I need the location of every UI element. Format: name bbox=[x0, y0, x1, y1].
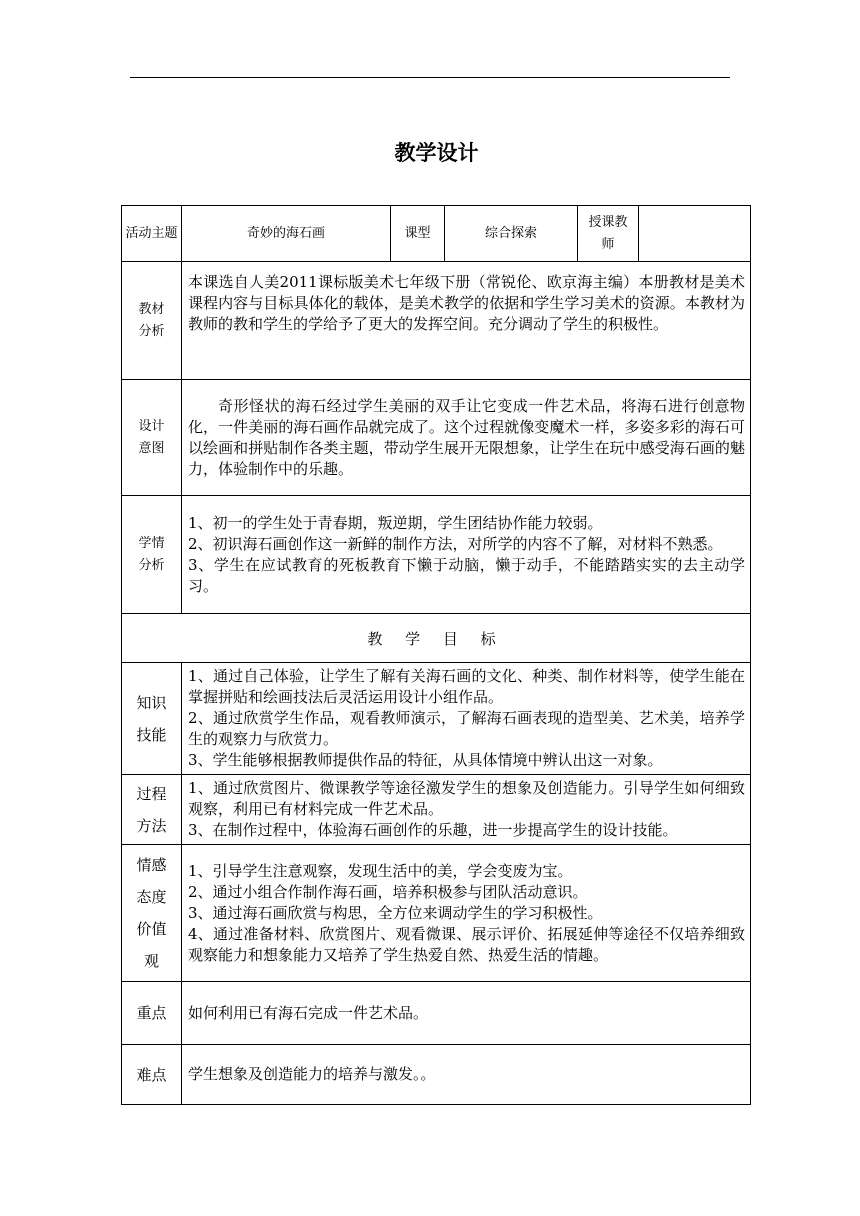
emotion-item: 2、通过小组合作制作海石画，培养积极参与团队活动意识。 bbox=[188, 882, 588, 901]
knowledge-item: 1、通过自己体验，让学生了解有关海石画的文化、种类、制作材料等，使学生能在掌握拼贴和绘画技法后灵活运用设计小组作品。 bbox=[188, 667, 745, 706]
design-text: 奇形怪状的海石经过学生美丽的双手让它变成一件艺术品，将海石进行创意物化，一件美丽的海石画作品就完成了。这个过程就像变魔术一样，多姿多彩的海石可以绘画和拼贴制作各类主题，带动学生展开无限想象，让学生在玩中感受海石画的魅力，体验制作中的乐趣。 bbox=[182, 380, 751, 496]
type-value: 综合探索 bbox=[445, 206, 578, 262]
material-text: 本课选自人美2011课标版美术七年级下册（常锐伦、欧京海主编）本册教材是美术课程内容与目标具体化的载体，是美术教学的依据和学生学习美术的资源。本教材为教师的教和学生的学给予了更大的发挥空间。充分调动了学生的积极性。 bbox=[182, 262, 751, 380]
knowledge-item: 2、通过欣赏学生作品，观看教师演示，了解海石画表现的造型美、艺术美，培养学生的观察力与欣赏力。 bbox=[188, 709, 745, 748]
key-point-row bbox=[122, 982, 751, 1045]
type-label: 课型 bbox=[391, 206, 445, 262]
teacher-value bbox=[639, 206, 751, 262]
key-point-label: 重点 bbox=[122, 982, 182, 1045]
header-rule bbox=[130, 77, 730, 78]
teacher-label: 授课教师 bbox=[578, 206, 639, 262]
design-row bbox=[122, 380, 751, 496]
activity-label: 活动主题 bbox=[122, 206, 182, 262]
learner-text bbox=[182, 496, 751, 614]
learner-row bbox=[122, 496, 751, 614]
learner-item: 3、学生在应试教育的死板教育下懒于动脑，懒于动手，不能踏踏实实的去主动学习。 bbox=[188, 555, 745, 595]
objectives-header-row bbox=[122, 614, 751, 663]
objectives-header: 教 学 目 标 bbox=[122, 614, 751, 663]
difficulty-text: 学生想象及创造能力的培养与激发。。 bbox=[182, 1045, 751, 1105]
knowledge-label: 知识 技能 bbox=[122, 663, 182, 775]
process-row bbox=[122, 775, 751, 845]
document-title: 教学设计 bbox=[394, 141, 479, 165]
emotion-row bbox=[122, 845, 751, 982]
design-label: 设计意图 bbox=[122, 380, 182, 496]
material-label: 教材分析 bbox=[122, 262, 182, 380]
lesson-plan-table bbox=[121, 205, 751, 1105]
process-label: 过程 方法 bbox=[122, 775, 182, 845]
process-item: 3、在制作过程中，体验海石画创作的乐趣，进一步提高学生的设计技能。 bbox=[188, 821, 678, 839]
knowledge-item: 3、学生能够根据教师提供作品的特征，从具体情境中辨认出这一对象。 bbox=[188, 751, 663, 769]
learner-item: 2、初识海石画创作这一新鲜的制作方法，对所学的内容不了解，对材料不熟悉。 bbox=[188, 534, 723, 553]
emotion-text bbox=[182, 845, 751, 982]
activity-value: 奇妙的海石画 bbox=[182, 206, 391, 262]
material-row bbox=[122, 262, 751, 380]
emotion-item: 4、通过准备材料、欣赏图片、观看微课、展示评价、拓展延伸等途径不仅培养细致观察能力和想象能力又培养了学生热爱自然、热爱生活的情趣。 bbox=[188, 924, 745, 964]
emotion-label: 情感 态度 价值 观 bbox=[122, 845, 182, 982]
emotion-item: 1、引导学生注意观察，发现生活中的美，学会变废为宝。 bbox=[188, 861, 573, 880]
difficulty-row bbox=[122, 1045, 751, 1105]
learner-item: 1、初一的学生处于青春期，叛逆期，学生团结协作能力较弱。 bbox=[188, 513, 603, 532]
difficulty-label: 难点 bbox=[122, 1045, 182, 1105]
knowledge-row bbox=[122, 663, 751, 775]
key-point-text: 如何利用已有海石完成一件艺术品。 bbox=[182, 982, 751, 1045]
process-text bbox=[182, 775, 751, 845]
process-item: 1、通过欣赏图片、微课教学等途径激发学生的想象及创造能力。引导学生如何细致观察，利用已有材料完成一件艺术品。 bbox=[188, 779, 745, 818]
info-row bbox=[122, 206, 751, 262]
emotion-item: 3、通过海石画欣赏与构思，全方位来调动学生的学习积极性。 bbox=[188, 903, 603, 922]
knowledge-text bbox=[182, 663, 751, 775]
learner-label: 学情分析 bbox=[122, 496, 182, 614]
